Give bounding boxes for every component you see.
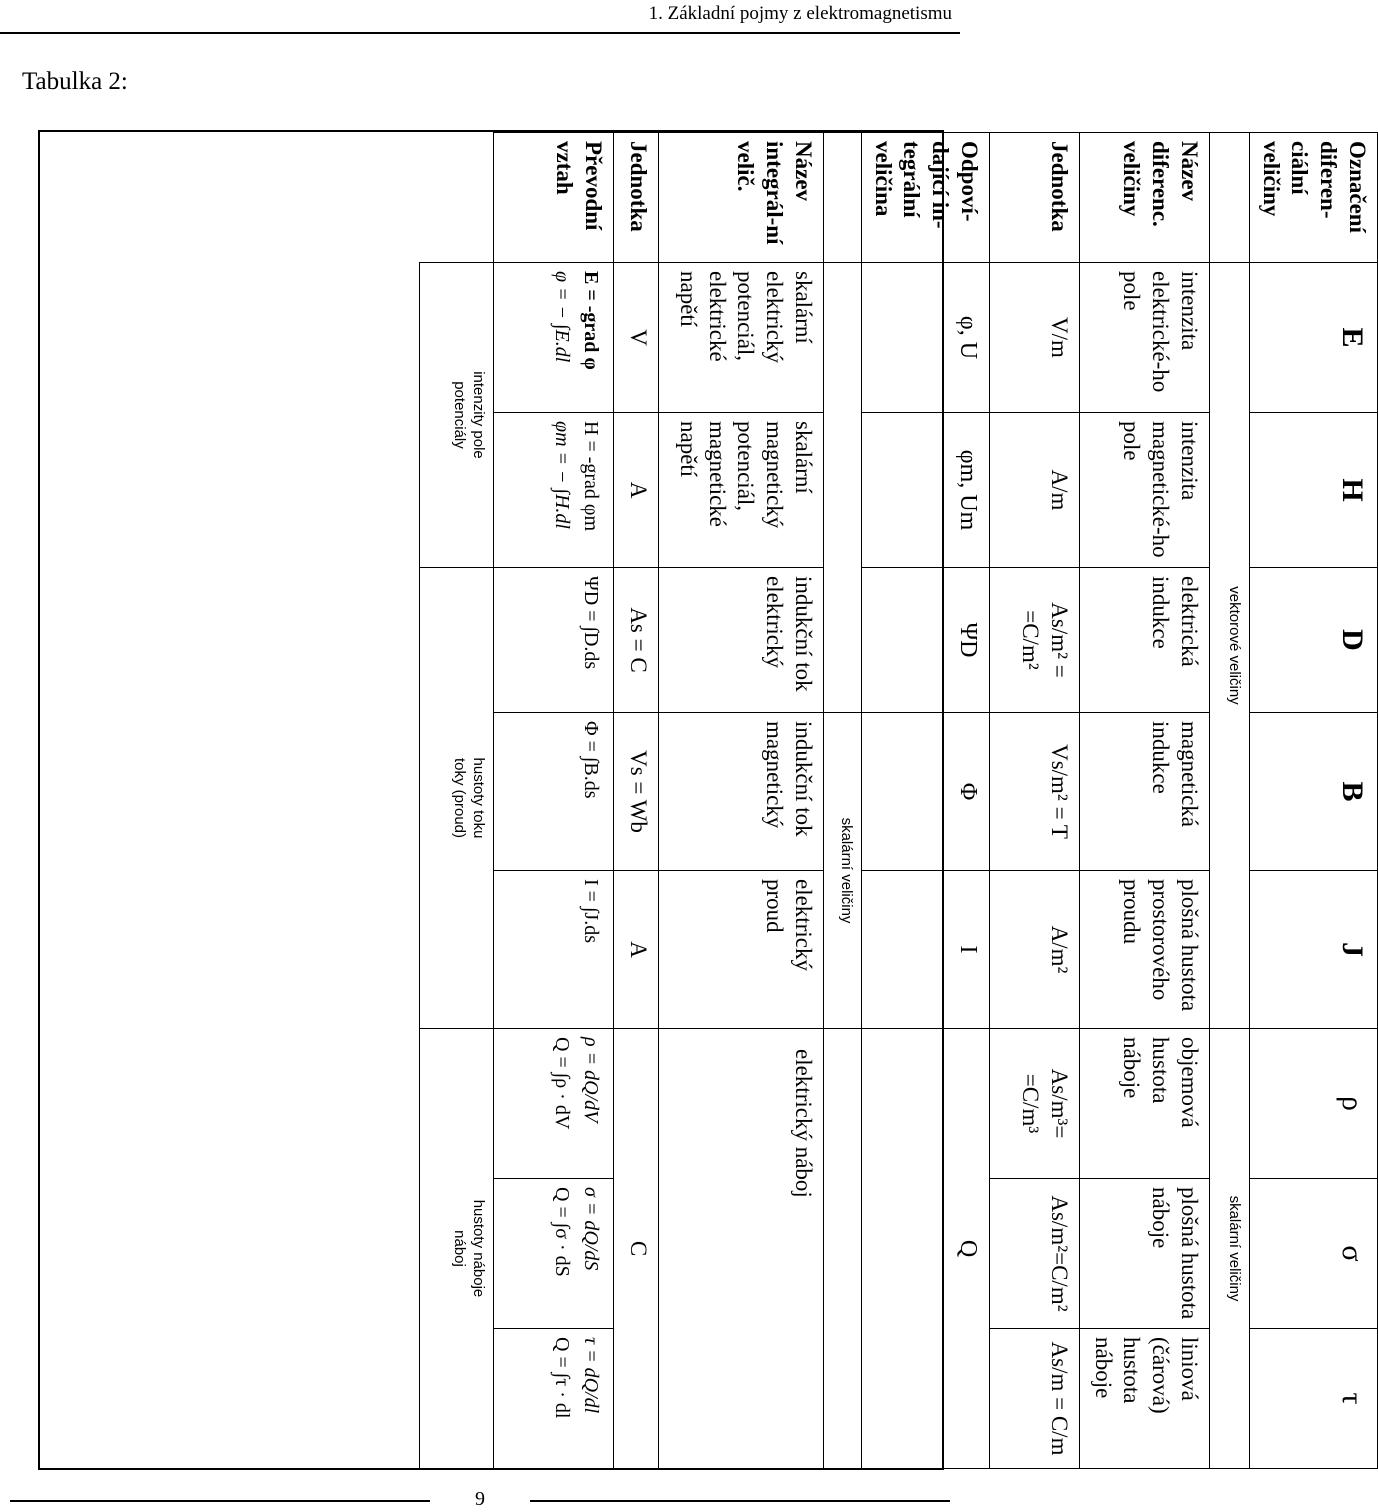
symbol-rho: ρ [1250,1029,1378,1179]
name-sigma: plošná hustota náboje [1080,1179,1210,1329]
integral-symbol-J: I [862,871,990,1029]
relation-sigma [494,1179,614,1329]
symbol-sigma: σ [1250,1179,1378,1329]
integral-name-Q: elektrický náboj [659,1029,824,1469]
quantities-table [419,132,1378,1469]
integral-name-D: indukční tok elektrický [659,568,824,713]
spacer-cell [420,133,494,263]
symbol-D: D [1250,568,1378,713]
relation-E [494,263,614,413]
relation-sigma-line-2: Q = ∫σ · dS [551,1187,573,1277]
name-D: elektrická indukce [1080,568,1210,713]
table-caption: Tabulka 2: [22,68,128,95]
spacer-cell [824,133,862,263]
relation-J-line-1: I = ∫J.ds [580,879,602,943]
category-scalar-integral: skalární veličiny [824,713,862,1029]
name-label: Název diferenc. veličiny [1080,133,1210,263]
note-flux-line-1: hustoty toku [470,757,487,839]
symbol-E: E [1250,263,1378,413]
note-flux-line-2: toky (proud) [451,757,469,839]
running-header: 1. Základní pojmy z elektromagnetismu [648,3,952,24]
integral-symbol-Q: Q [862,1029,990,1469]
relation-D-line-1: ΨD = ∫D.ds [580,576,602,670]
symbol-J: J [1250,871,1378,1029]
symbol-H: H [1250,413,1378,568]
relation-J [494,871,614,1029]
unit-D: As/m² = =C/m² [990,568,1080,713]
unit-rho: As/m³= =C/m³ [990,1029,1080,1179]
relation-tau-line-1: τ = dQ/dl [580,1337,602,1414]
category-scalar-differential: skalární veličiny [1210,1029,1250,1469]
integral-unit-H: A [614,413,659,568]
name-H: intenzita magnetické-ho pole [1080,413,1210,568]
integral-name-J: elektrický proud [659,871,824,1029]
integral-unit-J: A [614,871,659,1029]
relation-D [494,568,614,713]
relation-rho [494,1029,614,1179]
unit-H: A/m [990,413,1080,568]
header-rule [0,32,960,34]
unit-tau: As/m = C/m [990,1329,1080,1469]
name-B: magnetická indukce [1080,713,1210,871]
unit-B: Vs/m² = T [990,713,1080,871]
integral-name-E: skalární elektrický potenciál, elektrické napětí [659,263,824,413]
spacer-cell [824,263,862,713]
rotated-table [451,132,1378,1468]
unit-label: Jednotka [990,133,1080,263]
relation-H-line-1: H = -grad φm [580,421,602,532]
unit-J: A/m² [990,871,1080,1029]
category-vector: vektorové veličiny [1210,263,1250,1029]
note-field [420,263,494,568]
note-charge-line-2: náboj [451,1230,469,1267]
integral-unit-Q: C [614,1029,659,1469]
integral-name-H: skalární magnetický potenciál, magnetické napětí [659,413,824,568]
note-flux [420,568,494,1029]
relation-B [494,713,614,871]
relation-label: Převodní vztah [494,133,614,263]
integral-name-label: Název integrál-ní velič. [659,133,824,263]
name-E: intenzita elektrické-ho pole [1080,263,1210,413]
relation-E-line-1: E = -grad φ [580,271,602,370]
spacer-cell [1210,133,1250,263]
integral-unit-D: As = C [614,568,659,713]
note-field-line-2: potenciály [451,381,469,449]
integral-unit-label: Jednotka [614,133,659,263]
relation-tau [494,1329,614,1469]
unit-E: V/m [990,263,1080,413]
integral-symbol-H: φm, Um [862,413,990,568]
spacer-cell [824,1029,862,1469]
symbol-tau: τ [1250,1329,1378,1469]
unit-sigma: As/m²=C/m² [990,1179,1080,1329]
integral-symbol-B: Φ [862,713,990,871]
relation-rho-line-2: Q = ∫ρ · dV [551,1037,573,1130]
integral-symbol-D: ΨD [862,568,990,713]
note-charge-line-1: hustoty náboje [470,1199,487,1298]
page-number: 9 [475,1488,485,1510]
relation-tau-line-2: Q = ∫τ · dl [551,1337,573,1419]
integral-unit-B: Vs = Wb [614,713,659,871]
name-J: plošná hustota prostorového proudu [1080,871,1210,1029]
relation-rho-line-1: ρ = dQ/dV [580,1037,602,1123]
designation-label: Označení diferen-ciální veličiny [1250,133,1378,263]
integral-name-B: indukční tok magnetický [659,713,824,871]
relation-H-line-2: φm = − ∫H.dl [551,421,573,529]
relation-B-line-1: Φ = ∫B.ds [580,721,602,799]
note-charge [420,1029,494,1469]
name-tau: liniová (čárová) hustota náboje [1080,1329,1210,1469]
table-frame [38,130,1370,1470]
integral-symbol-E: φ, U [862,263,990,413]
name-rho: objemová hustota náboje [1080,1029,1210,1179]
symbol-B: B [1250,713,1378,871]
note-field-line-1: intenzity pole [470,371,487,459]
relation-sigma-line-1: σ = dQ/dS [580,1187,602,1271]
relation-E-line-2: φ = − ∫E.dl [551,271,573,363]
integral-unit-E: V [614,263,659,413]
relation-H [494,413,614,568]
integral-label: Odpoví-dající in-tegrální veličina [862,133,990,263]
